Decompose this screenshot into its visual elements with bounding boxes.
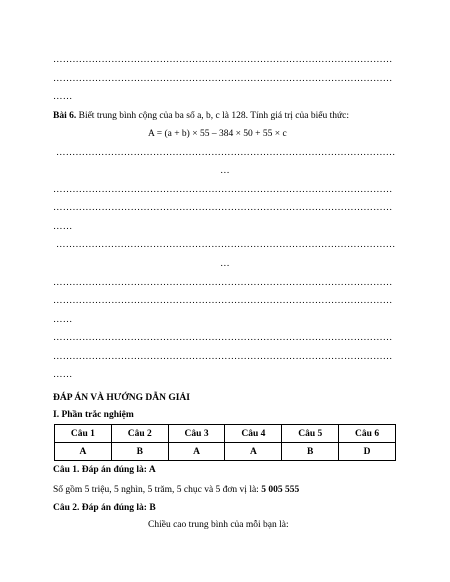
table-header-cell: Câu 1 [55, 425, 112, 443]
question-2-title: Câu 2. Đáp án đúng là: B [53, 503, 156, 513]
table-header-row [55, 425, 396, 443]
answer-line: …… [53, 370, 73, 380]
answer-line: …………………………………………………………………………………………… [53, 74, 393, 84]
question-1-result: 5 005 555 [261, 485, 300, 495]
table-answer-cell: D [339, 443, 396, 461]
answer-line: …………………………………………………………………………………………… [53, 296, 393, 306]
table-header-cell: Câu 2 [111, 425, 168, 443]
table-header-cell: Câu 4 [225, 425, 282, 443]
answer-line: …… [53, 315, 73, 325]
table-header-cell: Câu 3 [168, 425, 225, 443]
answer-line: …………………………………………………………………………………………… [53, 352, 393, 362]
answer-line: … [220, 166, 230, 176]
answer-line: …………………………………………………………………………………………… [56, 148, 396, 158]
answer-line: …………………………………………………………………………………………… [53, 333, 393, 343]
table-header-cell: Câu 5 [282, 425, 339, 443]
question-1-text: Số gồm 5 triệu, 5 nghìn, 5 trăm, 5 chục và 5 đơn vị là: [53, 485, 262, 495]
answers-heading: ĐÁP ÁN VÀ HƯỚNG DẪN GIẢI [53, 393, 190, 403]
question-1-title: Câu 1. Đáp án đúng là: A [53, 465, 156, 475]
table-row [55, 443, 396, 461]
answer-line: …………………………………………………………………………………………… [53, 185, 393, 195]
table-answer-cell: A [55, 443, 112, 461]
exercise-6-prompt [53, 110, 349, 122]
exercise-6-text: Biết trung bình cộng của ba số a, b, c là 128. Tính giá trị của biểu thức: [76, 111, 349, 121]
answer-line: …………………………………………………………………………………………… [53, 278, 393, 288]
question-2-explanation: Chiều cao trung bình của mỗi bạn là: [148, 520, 289, 530]
answer-table [54, 424, 396, 461]
table-answer-cell: B [111, 443, 168, 461]
answer-line: …… [53, 222, 73, 232]
table-answer-cell: B [282, 443, 339, 461]
table-header-cell: Câu 6 [339, 425, 396, 443]
answer-line: …………………………………………………………………………………………… [56, 240, 396, 250]
table-answer-cell: A [225, 443, 282, 461]
exercise-6-formula: A = (a + b) × 55 – 384 × 50 + 55 × c [148, 129, 287, 139]
answer-line: …………………………………………………………………………………………… [53, 203, 393, 213]
question-1-explanation [53, 484, 299, 496]
answer-line: …… [53, 92, 73, 102]
answer-line: … [220, 259, 230, 269]
section-1-heading: I. Phần trắc nghiệm [53, 410, 134, 420]
table-answer-cell: A [168, 443, 225, 461]
exercise-6-label: Bài 6. [53, 111, 77, 121]
answer-line: …………………………………………………………………………………………… [53, 55, 393, 65]
